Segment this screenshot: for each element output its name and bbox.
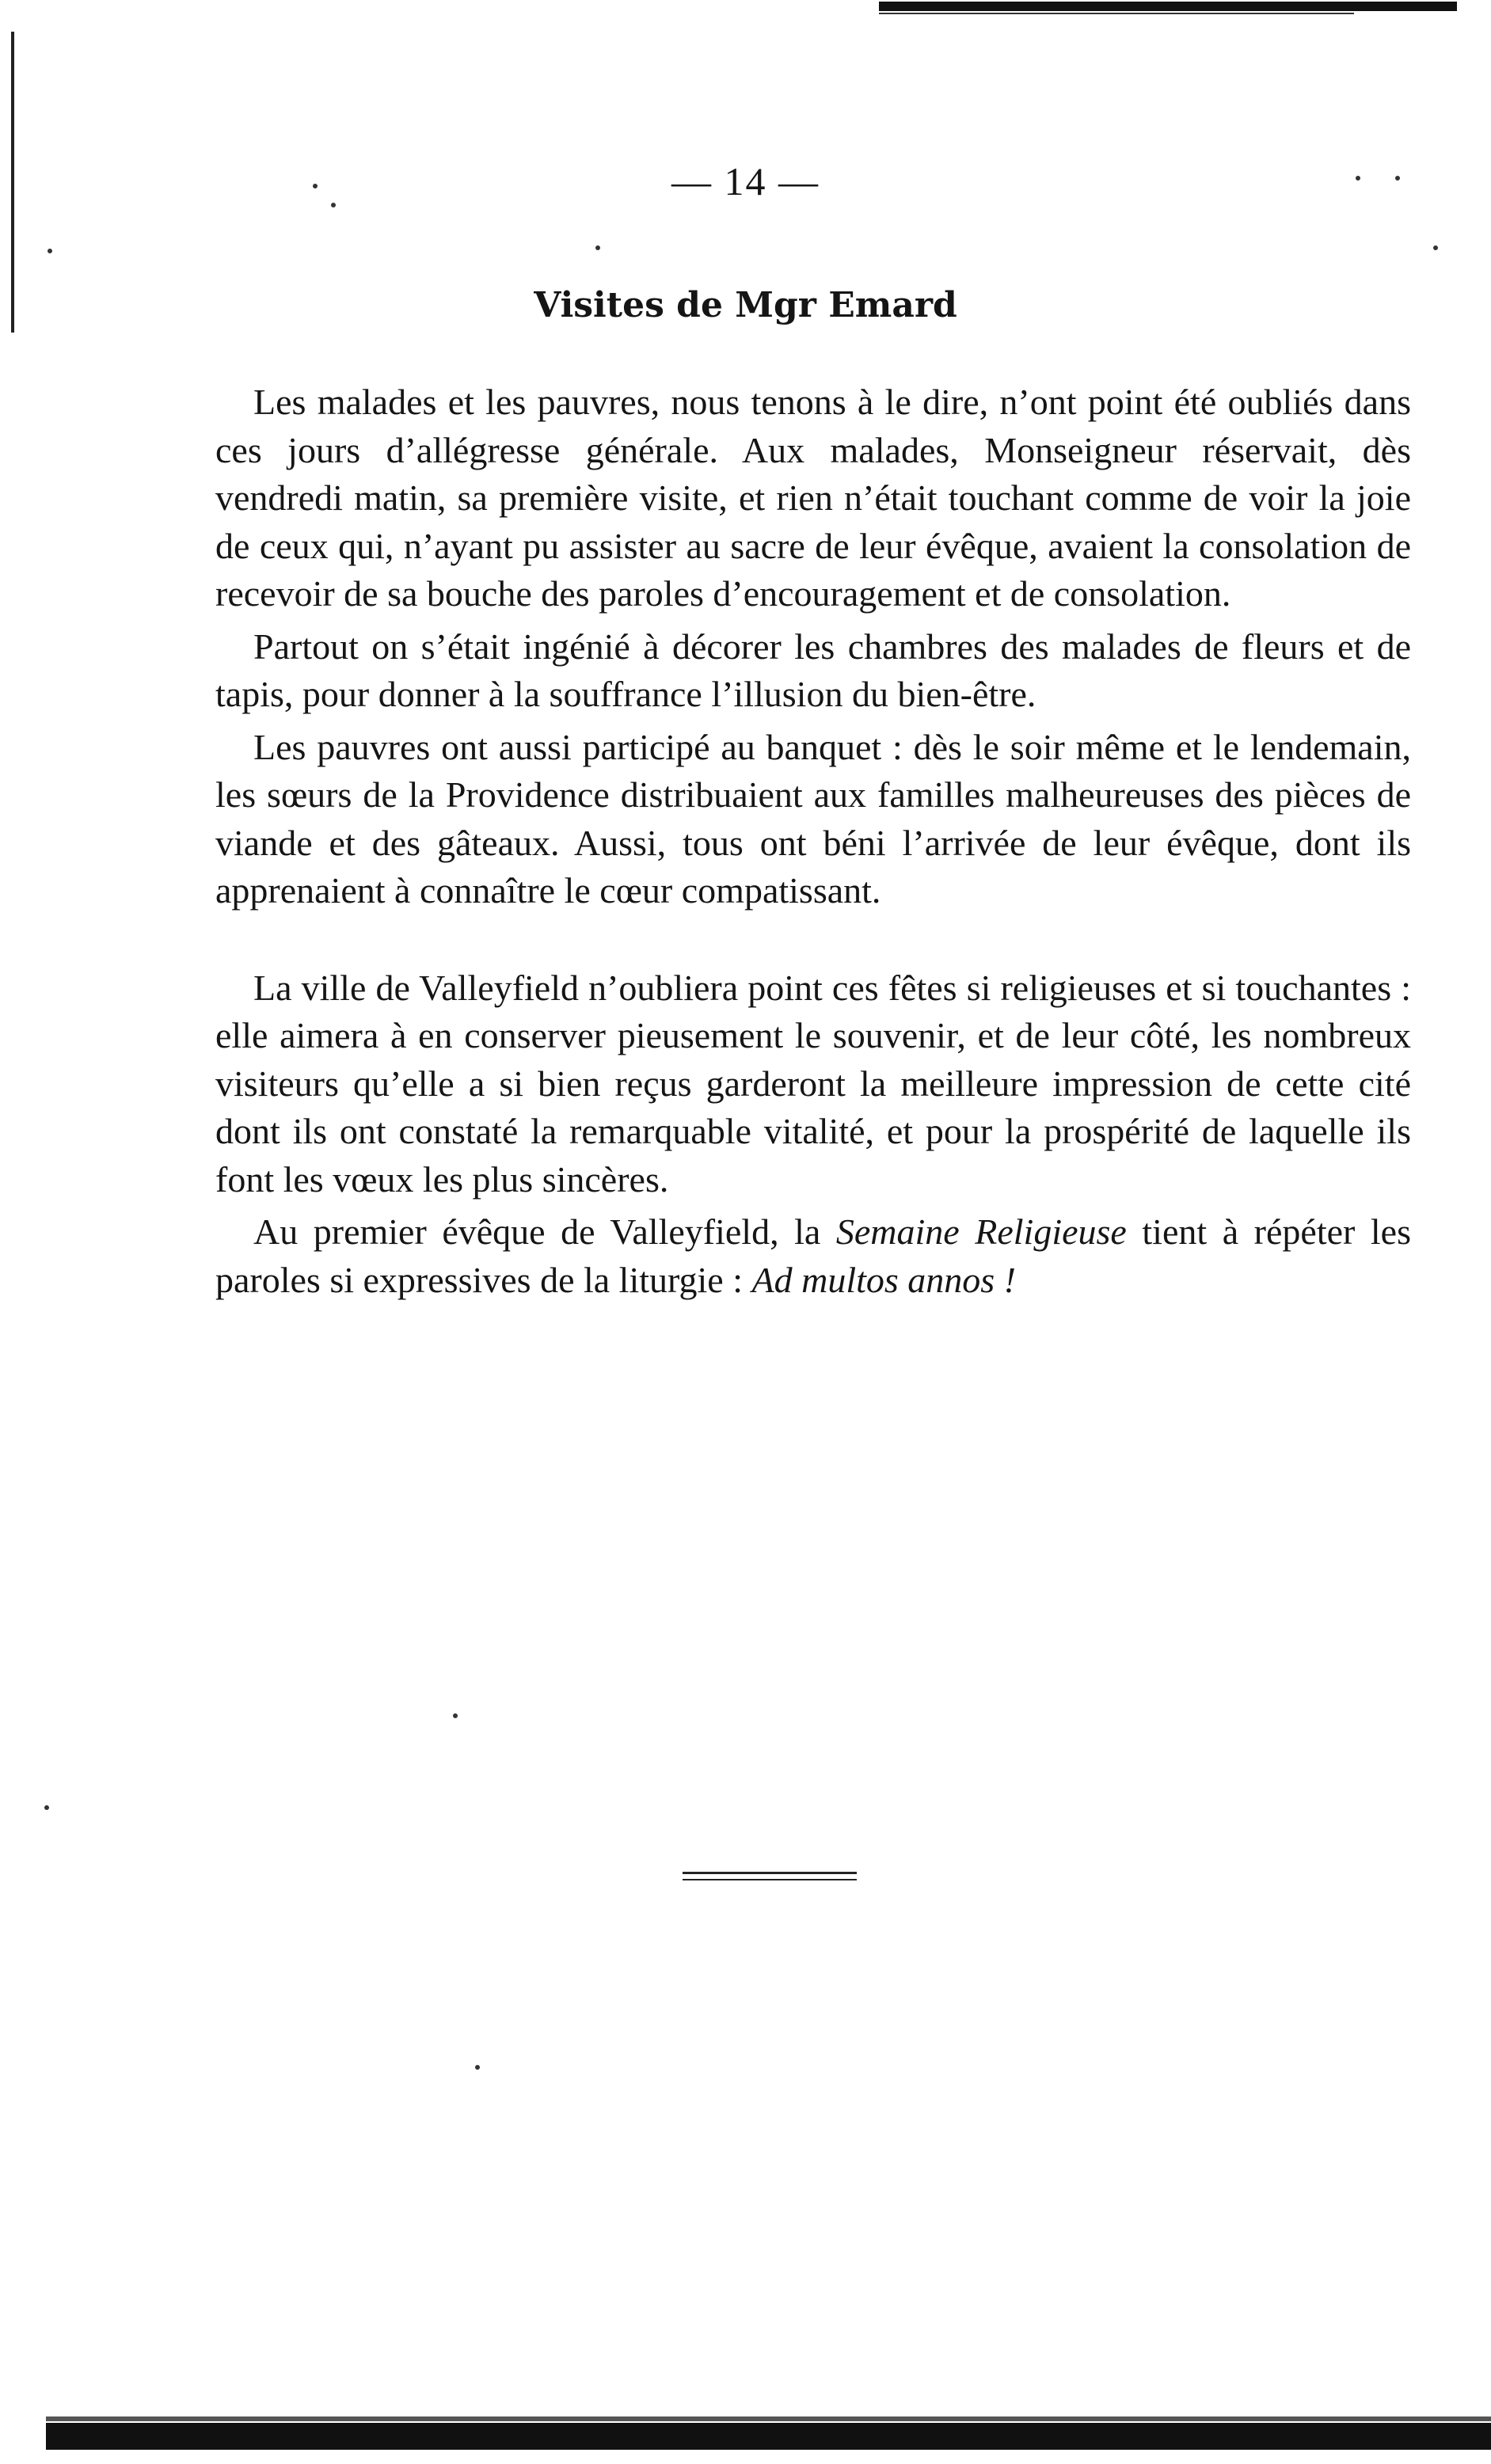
paragraph-final-middle: tient à répéter les paroles si expressives de la liturgie : xyxy=(215,1211,1411,1300)
paragraph: Partout on s’était ingénié à décorer les chambres des malades de fleurs et de tapis, pour donner à la souffrance l’illusion du bien-être. xyxy=(215,626,1411,714)
body-text xyxy=(215,378,1411,1304)
paragraph-final xyxy=(215,1208,1411,1304)
scan-edge-top xyxy=(879,2,1457,11)
scan-speck xyxy=(1433,245,1438,250)
scan-speck xyxy=(48,249,52,253)
paragraph: La ville de Valleyfield n’oubliera point ces fêtes si religieuses et si touchantes : elle aimera à en conserver pieusement le souvenir, et de leur côté, les nombreux visiteurs qu’elle a si bien reçus garderont la meilleure impression de cette cité dont ils ont constaté la remarquable vitalité, et pour la prospérité de laquelle ils font les vœux les plus sincères. xyxy=(215,967,1411,1200)
paragraph-final-start: Au premier évêque de Valleyfield, la xyxy=(253,1211,836,1252)
journal-title: Semaine Religieuse xyxy=(835,1211,1127,1252)
scan-edge-bottom-light xyxy=(46,2416,1491,2421)
end-rule-lower xyxy=(683,1879,857,1880)
end-rule xyxy=(683,1872,857,1874)
section-heading: Visites de Mgr Emard xyxy=(534,285,957,325)
scan-speck xyxy=(44,1805,49,1810)
scan-edge-top-thin xyxy=(879,13,1354,14)
scan-edge-bottom xyxy=(46,2423,1491,2450)
scan-speck xyxy=(453,1713,458,1718)
scan-speck xyxy=(475,2065,480,2070)
paragraph: Les pauvres ont aussi participé au banquet : dès le soir même et le lendemain, les sœurs de la Providence distribuaient aux familles malheureuses des pièces de viande et des gâteaux. Aussi, tous ont béni l’arrivée de leur évêque, dont ils apprenaient à connaître le cœur compatissant. xyxy=(215,726,1411,911)
paragraph: Les malades et les pauvres, nous tenons à le dire, n’ont point été oubliés dans ces jours d’allégresse générale. Aux malades, Monseigneur réservait, dès vendredi matin, sa première visite, et rien n’était touchant comme de voir la joie de ceux qui, n’ayant pu assister au sacre de leur évêque, avaient la consolation de recevoir de sa bouche des paroles d’encouragement et de consolation. xyxy=(215,382,1411,614)
liturgy-motto: Ad multos annos ! xyxy=(751,1259,1016,1300)
scan-speck xyxy=(595,245,600,250)
page-number: — 14 — xyxy=(671,159,820,203)
